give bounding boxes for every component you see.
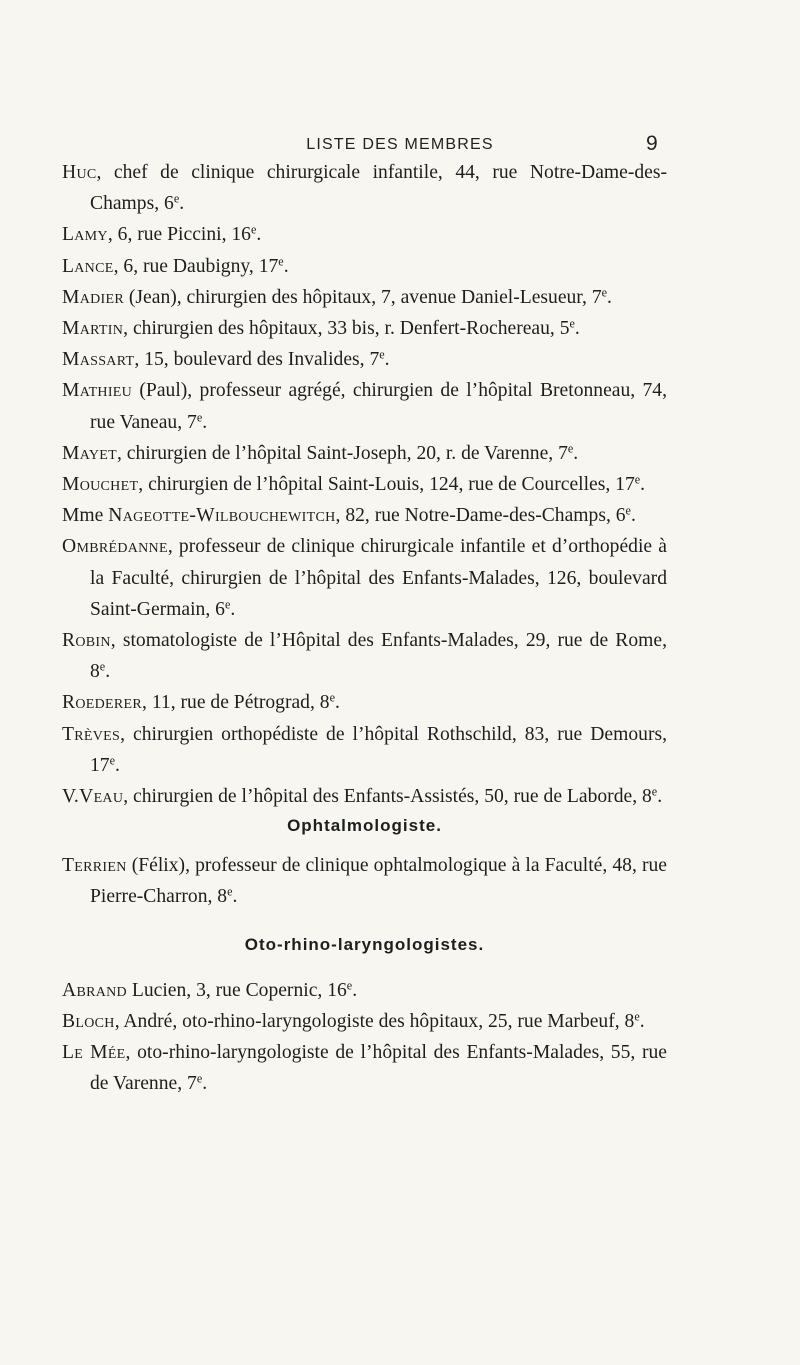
- entry-period: .: [639, 1010, 645, 1032]
- member-list: [62, 157, 667, 1099]
- member-entry: [62, 531, 667, 625]
- entry-period: .: [232, 886, 238, 908]
- member-name: Mayet: [62, 442, 117, 464]
- entries-orl: [62, 975, 667, 1100]
- arrondissement-suffix: e: [196, 1071, 203, 1086]
- member-entry: [62, 157, 667, 219]
- member-name: Madier: [62, 286, 124, 308]
- entry-period: .: [352, 979, 358, 1001]
- arrondissement-suffix: e: [99, 659, 106, 674]
- member-entry: [62, 313, 667, 344]
- member-entry: [62, 500, 667, 531]
- member-entry: [62, 1006, 667, 1037]
- arrondissement-suffix: e: [224, 597, 231, 612]
- member-details: , chef de clinique chirurgicale infantile, 44, rue Notre-Dame-des-Champs, 6: [90, 162, 667, 215]
- member-entry: [62, 781, 667, 812]
- entry-period: .: [657, 786, 663, 808]
- entry-period: .: [105, 661, 111, 683]
- member-details: , chirurgien de l’hôpital Saint-Joseph, 20, r. de Varenne, 7: [116, 442, 568, 464]
- member-entry: [62, 219, 667, 250]
- arrondissement-suffix: e: [601, 285, 608, 300]
- entries-surgeons: [62, 157, 667, 812]
- entry-period: .: [630, 505, 636, 527]
- member-details: , professeur de clinique chirurgicale infantile et d’orthopédie à la Faculté, chirurgien de l’hôpital des Enfants-Malades, 126, boulevard Saint-Germain, 6: [90, 536, 667, 620]
- entry-period: .: [202, 1073, 208, 1095]
- member-entry: [62, 375, 667, 437]
- member-entry: [62, 719, 667, 781]
- page-header: [0, 132, 800, 158]
- entry-period: .: [574, 318, 580, 340]
- member-name: Robin: [62, 630, 111, 652]
- arrondissement-suffix: e: [569, 316, 575, 331]
- arrondissement-suffix: e: [651, 784, 658, 799]
- entry-period: .: [256, 224, 262, 246]
- member-details: , chirurgien de l’hôpital des Enfants-Assistés, 50, rue de Laborde, 8: [123, 786, 652, 808]
- member-details: , 15, boulevard des Invalides, 7: [134, 349, 380, 371]
- member-entry: [62, 344, 667, 375]
- member-name: Nageotte-Wilbouchewitch: [108, 505, 336, 527]
- arrondissement-suffix: e: [278, 253, 284, 268]
- entry-period: .: [179, 193, 185, 215]
- member-name: Terrien: [62, 855, 127, 877]
- section-heading-oto-rhino: Oto-rhino-laryngologistes.: [244, 934, 485, 954]
- member-name: Huc: [62, 162, 97, 183]
- member-entry: [62, 438, 667, 469]
- member-name: Trèves: [62, 723, 121, 745]
- page-number: 9: [646, 132, 658, 155]
- member-details: , 6, rue Daubigny, 17: [113, 255, 279, 277]
- member-details: (Paul), professeur agrégé, chirurgien de l’hôpital Bretonneau, 74, rue Vaneau, 7: [90, 380, 667, 433]
- entry-period: .: [283, 255, 289, 277]
- arrondissement-suffix: e: [567, 441, 574, 456]
- member-details: , chirurgien orthopédiste de l’hôpital Rothschild, 83, rue Demours, 17: [90, 723, 667, 776]
- member-details: , 11, rue de Pétrograd, 8: [142, 692, 330, 714]
- entries-ophtalmo: [62, 850, 667, 912]
- entry-period: .: [114, 754, 120, 776]
- arrondissement-suffix: e: [329, 690, 335, 705]
- member-details: , oto-rhino-laryngologiste de l’hôpital des Enfants-Malades, 55, rue de Varenne, 7: [90, 1042, 667, 1095]
- member-name: Lance: [62, 255, 114, 277]
- arrondissement-suffix: e: [346, 978, 353, 992]
- member-details: , chirurgien des hôpitaux, 33 bis, r. Denfert-Rochereau, 5: [123, 318, 570, 340]
- entry-period: .: [384, 349, 390, 371]
- entry-period: .: [230, 598, 236, 620]
- member-name: Le Mée: [62, 1042, 126, 1064]
- arrondissement-suffix: e: [196, 409, 203, 424]
- entry-period: .: [573, 442, 579, 464]
- arrondissement-suffix: e: [634, 1009, 640, 1024]
- member-entry: [62, 975, 667, 1006]
- member-name: Lamy: [62, 224, 108, 246]
- entry-period: .: [334, 692, 340, 714]
- member-entry: [62, 1037, 667, 1099]
- section-heading-ophtalmologiste: Ophtalmologiste.: [287, 816, 442, 836]
- entry-period: .: [202, 411, 208, 433]
- arrondissement-suffix: e: [250, 222, 257, 237]
- member-name: V.Veau: [62, 786, 124, 808]
- arrondissement-suffix: e: [634, 472, 641, 487]
- entry-period: .: [607, 286, 612, 308]
- member-details: , chirurgien de l’hôpital Saint-Louis, 124, rue de Courcelles, 17: [138, 474, 635, 496]
- member-name: Abrand: [62, 979, 127, 1001]
- member-entry: [62, 282, 667, 313]
- member-name: Bloch: [62, 1010, 115, 1032]
- member-name: Ombrédanne: [62, 536, 168, 558]
- member-details: (Jean), chirurgien des hôpitaux, 7, avenue Daniel-Lesueur, 7: [124, 286, 602, 308]
- arrondissement-suffix: e: [227, 884, 233, 899]
- arrondissement-suffix: e: [625, 503, 631, 518]
- member-name: Mouchet: [62, 474, 139, 496]
- running-title: LISTE DES MEMBRES: [306, 136, 494, 153]
- member-entry: [62, 687, 667, 718]
- member-name: Massart: [62, 349, 135, 371]
- arrondissement-suffix: e: [379, 347, 385, 362]
- member-details: Lucien, 3, rue Copernic, 16: [126, 979, 347, 1001]
- member-details: , 6, rue Piccini, 16: [107, 224, 251, 246]
- member-details: , André, oto-rhino-laryngologiste des hôpitaux, 25, rue Marbeuf, 8: [114, 1010, 635, 1032]
- arrondissement-suffix: e: [173, 191, 180, 206]
- arrondissement-suffix: e: [109, 753, 115, 768]
- member-entry: [62, 850, 667, 912]
- entry-period: .: [640, 474, 646, 496]
- member-entry: [62, 625, 667, 687]
- member-details: , 82, rue Notre-Dame-des-Champs, 6: [335, 505, 626, 527]
- member-name: Martin: [62, 318, 124, 340]
- member-details: (Félix), professeur de clinique ophtalmologique à la Faculté, 48, rue Pierre-Charron, 8: [90, 855, 667, 908]
- member-name: Roederer: [62, 692, 143, 714]
- member-title: Mme: [62, 505, 109, 527]
- member-name: Mathieu: [62, 380, 133, 402]
- member-details: , stomatologiste de l’Hôpital des Enfants-Malades, 29, rue de Rome, 8: [90, 630, 667, 683]
- member-entry: [62, 469, 667, 500]
- member-entry: [62, 251, 667, 282]
